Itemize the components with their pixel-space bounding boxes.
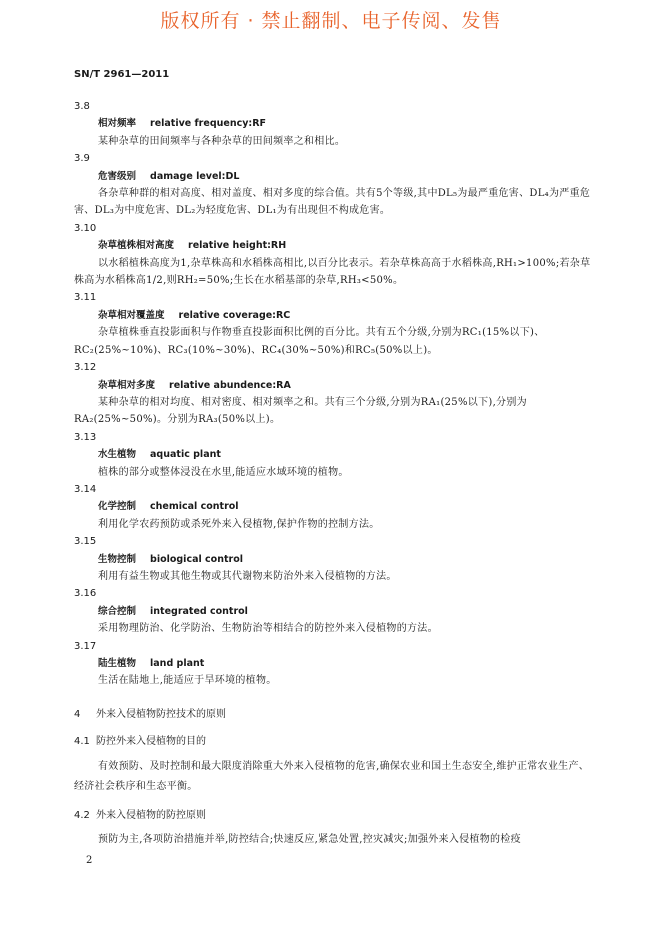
entry-number: 3.11 (74, 292, 97, 304)
entry-number: 3.16 (74, 588, 97, 600)
entry-definition: 某种杂草的田间频率与各种杂草的田间频率之和相比。 (98, 135, 346, 147)
term-english: biological control (150, 553, 243, 565)
entry-term (98, 551, 594, 568)
entry-number: 3.17 (74, 640, 97, 652)
term-chinese: 杂草相对多度 (98, 379, 156, 391)
entry-number: 3.13 (74, 431, 97, 443)
term-english: relative height:RH (188, 240, 287, 252)
entry-definition: 杂草植株垂直投影面积与作物垂直投影面积比例的百分比。共有五个分级,分别为RC₁(15%以下)、RC₂(25%~10%)、RC₃(10%~30%)、RC₄(30%~50%)和RC₅(50%以上)。 (74, 327, 545, 356)
section-4-2-text: 预防为主,各项防治措施并举,防控结合;快速反应,紧急处置,控灾减灾;加强外来入侵植物的检疫 (98, 834, 521, 846)
term-chinese: 陆生植物 (98, 658, 137, 669)
term-chinese: 综合控制 (98, 605, 137, 617)
term-english: land plant (150, 658, 205, 669)
entry-definition: 各杂草种群的相对高度、相对盖度、相对多度的综合值。共有5个等级,其中DL₅为最严重危害、DL₄为严重危害、DL₃为中度危害、DL₂为轻度危害、DL₁为有出现但不构成危害。 (74, 188, 591, 217)
term-chinese: 危害级别 (98, 170, 137, 182)
entry-term (98, 377, 594, 394)
entry-term (98, 498, 594, 515)
entry-definition: 某种杂草的相对均度、相对密度、相对频率之和。共有三个分级,分别为RA₁(25%以下),分别为RA₂(25%~50%)。分别为RA₃(50%以上)。 (74, 396, 527, 426)
term-english: relative abundence:RA (169, 379, 291, 391)
term-english: aquatic plant (150, 449, 221, 461)
term-chinese: 化学控制 (98, 501, 137, 513)
document-body (74, 98, 594, 850)
term-english: chemical control (150, 501, 239, 513)
copyright-banner: 版权所有 · 禁止翻制、电子传阅、发售 (160, 10, 502, 32)
entry-number: 3.9 (74, 153, 90, 165)
entry-term (98, 655, 594, 672)
entry-number: 3.8 (74, 101, 90, 112)
entry-number: 3.15 (74, 536, 97, 548)
entry-definition: 生活在陆地上,能适应于旱环境的植物。 (98, 675, 277, 687)
entry-definition: 采用物理防治、化学防治、生物防治等相结合的防控外来入侵植物的方法。 (98, 623, 438, 635)
term-english: relative coverage:RC (178, 309, 291, 321)
entry-number: 3.14 (74, 483, 97, 495)
section-4-1-heading: 4.1 防控外来入侵植物的目的 (74, 736, 206, 748)
section-4-2-heading: 4.2 外来入侵植物的防控原则 (74, 809, 206, 821)
page-number: 2 (86, 855, 93, 866)
term-chinese: 杂草相对覆盖度 (98, 309, 165, 321)
term-chinese: 生物控制 (98, 553, 137, 565)
term-chinese: 杂草植株相对高度 (98, 240, 175, 252)
entry-term (98, 115, 594, 132)
entry-term (98, 446, 594, 463)
entry-definition: 以水稻植株高度为1,杂草株高和水稻株高相比,以百分比表示。若杂草株高高于水稻株高,RH₁>100%;若杂草株高为水稻株高1/2,则RH₂=50%;生长在水稻基部的杂草,RH₃<50%。 (74, 257, 591, 287)
entry-number: 3.12 (74, 362, 97, 374)
section-4-1-text: 有效预防、及时控制和最大限度消除重大外来入侵植物的危害,确保农业和国土生态安全,维护正常农业生产、经济社会秩序和生态平衡。 (74, 760, 590, 792)
entry-term (98, 603, 594, 620)
section-4-heading: 4 外来入侵植物防控技术的原则 (74, 708, 226, 720)
entry-term (98, 307, 594, 324)
term-chinese: 相对频率 (98, 118, 137, 130)
term-english: damage level:DL (150, 170, 240, 182)
entry-definition: 利用有益生物或其他生物或其代谢物来防治外来入侵植物的方法。 (98, 570, 397, 582)
entry-term (98, 237, 594, 254)
entry-definition: 植株的部分或整体浸没在水里,能适应水域环境的植物。 (98, 466, 349, 478)
term-chinese: 水生植物 (98, 449, 137, 461)
definitions-list (74, 98, 594, 690)
term-english: relative frequency:RF (150, 118, 267, 130)
entry-term (98, 168, 594, 185)
document-number: SN/T 2961—2011 (74, 69, 170, 80)
term-english: integrated control (150, 605, 248, 617)
entry-definition: 利用化学农药预防或杀死外来入侵植物,保护作物的控制方法。 (98, 518, 380, 530)
entry-number: 3.10 (74, 222, 97, 234)
